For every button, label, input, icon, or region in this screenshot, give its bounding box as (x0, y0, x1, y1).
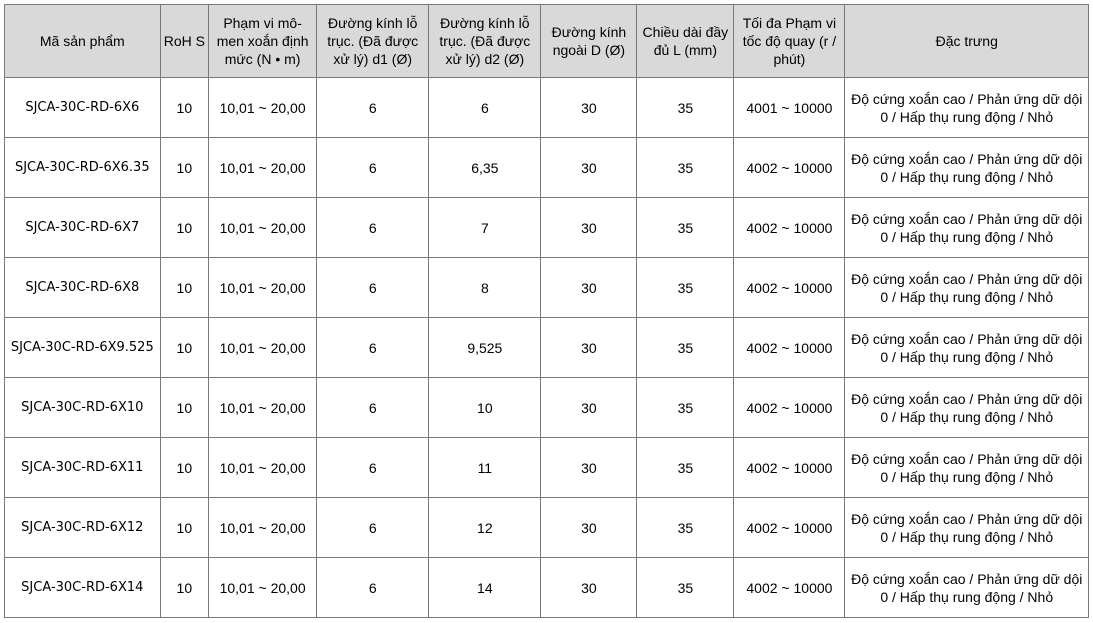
table-row (5, 498, 1089, 558)
table-header-row (5, 5, 1089, 78)
cell-features: Độ cứng xoắn cao / Phản ứng dữ dội 0 / Hấp thụ rung động / Nhỏ (845, 318, 1089, 378)
cell-torque-range: 10,01 ~ 20,00 (209, 378, 317, 438)
cell-outer-diameter: 30 (541, 78, 637, 138)
cell-bore-d1: 6 (317, 438, 429, 498)
cell-outer-diameter: 30 (541, 378, 637, 438)
table-row (5, 438, 1089, 498)
cell-features: Độ cứng xoắn cao / Phản ứng dữ dội 0 / Hấp thụ rung động / Nhỏ (845, 498, 1089, 558)
header-max-speed: Tối đa Phạm vi tốc độ quay (r / phút) (734, 5, 845, 78)
cell-product-code: SJCA-30C-RD-6X6.35 (5, 138, 161, 198)
cell-max-speed: 4002 ~ 10000 (734, 258, 845, 318)
cell-product-code: SJCA-30C-RD-6X9.525 (5, 318, 161, 378)
cell-full-length: 35 (637, 258, 734, 318)
table-row (5, 198, 1089, 258)
cell-product-code: SJCA-30C-RD-6X7 (5, 198, 161, 258)
cell-rohs: 10 (160, 138, 208, 198)
cell-rohs: 10 (160, 498, 208, 558)
cell-features: Độ cứng xoắn cao / Phản ứng dữ dội 0 / Hấp thụ rung động / Nhỏ (845, 378, 1089, 438)
cell-max-speed: 4002 ~ 10000 (734, 498, 845, 558)
cell-max-speed: 4002 ~ 10000 (734, 138, 845, 198)
header-full-length: Chiều dài đầy đủ L (mm) (637, 5, 734, 78)
cell-outer-diameter: 30 (541, 438, 637, 498)
cell-torque-range: 10,01 ~ 20,00 (209, 138, 317, 198)
cell-outer-diameter: 30 (541, 138, 637, 198)
cell-rohs: 10 (160, 78, 208, 138)
cell-bore-d1: 6 (317, 78, 429, 138)
cell-features: Độ cứng xoắn cao / Phản ứng dữ dội 0 / Hấp thụ rung động / Nhỏ (845, 558, 1089, 618)
cell-bore-d1: 6 (317, 318, 429, 378)
cell-bore-d2: 7 (429, 198, 541, 258)
header-bore-d2: Đường kính lỗ trục. (Đã được xử lý) d2 (Ø) (429, 5, 541, 78)
cell-rohs: 10 (160, 258, 208, 318)
header-rohs: RoH S (160, 5, 208, 78)
cell-product-code: SJCA-30C-RD-6X6 (5, 78, 161, 138)
cell-bore-d1: 6 (317, 558, 429, 618)
cell-max-speed: 4002 ~ 10000 (734, 558, 845, 618)
header-outer-diameter: Đường kính ngoài D (Ø) (541, 5, 637, 78)
cell-full-length: 35 (637, 558, 734, 618)
cell-product-code: SJCA-30C-RD-6X10 (5, 378, 161, 438)
cell-torque-range: 10,01 ~ 20,00 (209, 198, 317, 258)
cell-bore-d1: 6 (317, 378, 429, 438)
cell-full-length: 35 (637, 138, 734, 198)
cell-outer-diameter: 30 (541, 198, 637, 258)
cell-full-length: 35 (637, 198, 734, 258)
cell-features: Độ cứng xoắn cao / Phản ứng dữ dội 0 / Hấp thụ rung động / Nhỏ (845, 198, 1089, 258)
header-features: Đặc trưng (845, 5, 1089, 78)
cell-rohs: 10 (160, 438, 208, 498)
cell-torque-range: 10,01 ~ 20,00 (209, 438, 317, 498)
cell-bore-d1: 6 (317, 138, 429, 198)
cell-outer-diameter: 30 (541, 318, 637, 378)
cell-torque-range: 10,01 ~ 20,00 (209, 498, 317, 558)
header-bore-d1: Đường kính lỗ trục. (Đã được xử lý) d1 (Ø) (317, 5, 429, 78)
cell-max-speed: 4002 ~ 10000 (734, 378, 845, 438)
cell-product-code: SJCA-30C-RD-6X14 (5, 558, 161, 618)
table-row (5, 318, 1089, 378)
table-row (5, 258, 1089, 318)
cell-product-code: SJCA-30C-RD-6X8 (5, 258, 161, 318)
cell-bore-d2: 12 (429, 498, 541, 558)
cell-max-speed: 4002 ~ 10000 (734, 438, 845, 498)
cell-bore-d2: 6 (429, 78, 541, 138)
cell-bore-d1: 6 (317, 258, 429, 318)
cell-max-speed: 4002 ~ 10000 (734, 318, 845, 378)
cell-features: Độ cứng xoắn cao / Phản ứng dữ dội 0 / Hấp thụ rung động / Nhỏ (845, 438, 1089, 498)
cell-rohs: 10 (160, 198, 208, 258)
table-row (5, 558, 1089, 618)
cell-full-length: 35 (637, 498, 734, 558)
cell-max-speed: 4002 ~ 10000 (734, 198, 845, 258)
cell-features: Độ cứng xoắn cao / Phản ứng dữ dội 0 / Hấp thụ rung động / Nhỏ (845, 78, 1089, 138)
cell-rohs: 10 (160, 318, 208, 378)
cell-bore-d2: 9,525 (429, 318, 541, 378)
table-row (5, 78, 1089, 138)
cell-full-length: 35 (637, 438, 734, 498)
table-row (5, 138, 1089, 198)
cell-bore-d2: 14 (429, 558, 541, 618)
cell-torque-range: 10,01 ~ 20,00 (209, 258, 317, 318)
cell-outer-diameter: 30 (541, 558, 637, 618)
cell-full-length: 35 (637, 378, 734, 438)
cell-bore-d1: 6 (317, 198, 429, 258)
cell-outer-diameter: 30 (541, 258, 637, 318)
cell-max-speed: 4001 ~ 10000 (734, 78, 845, 138)
header-product-code: Mã sản phẩm (5, 5, 161, 78)
header-torque-range: Phạm vi mô-men xoắn định mức (N • m) (209, 5, 317, 78)
cell-outer-diameter: 30 (541, 498, 637, 558)
cell-bore-d2: 11 (429, 438, 541, 498)
cell-full-length: 35 (637, 318, 734, 378)
cell-bore-d2: 10 (429, 378, 541, 438)
cell-features: Độ cứng xoắn cao / Phản ứng dữ dội 0 / Hấp thụ rung động / Nhỏ (845, 258, 1089, 318)
cell-torque-range: 10,01 ~ 20,00 (209, 558, 317, 618)
cell-bore-d2: 6,35 (429, 138, 541, 198)
cell-torque-range: 10,01 ~ 20,00 (209, 78, 317, 138)
spec-table-container (4, 4, 1089, 618)
cell-rohs: 10 (160, 558, 208, 618)
cell-product-code: SJCA-30C-RD-6X11 (5, 438, 161, 498)
cell-full-length: 35 (637, 78, 734, 138)
table-row (5, 378, 1089, 438)
product-spec-table (4, 4, 1089, 618)
cell-features: Độ cứng xoắn cao / Phản ứng dữ dội 0 / Hấp thụ rung động / Nhỏ (845, 138, 1089, 198)
cell-torque-range: 10,01 ~ 20,00 (209, 318, 317, 378)
cell-bore-d2: 8 (429, 258, 541, 318)
cell-bore-d1: 6 (317, 498, 429, 558)
cell-rohs: 10 (160, 378, 208, 438)
cell-product-code: SJCA-30C-RD-6X12 (5, 498, 161, 558)
